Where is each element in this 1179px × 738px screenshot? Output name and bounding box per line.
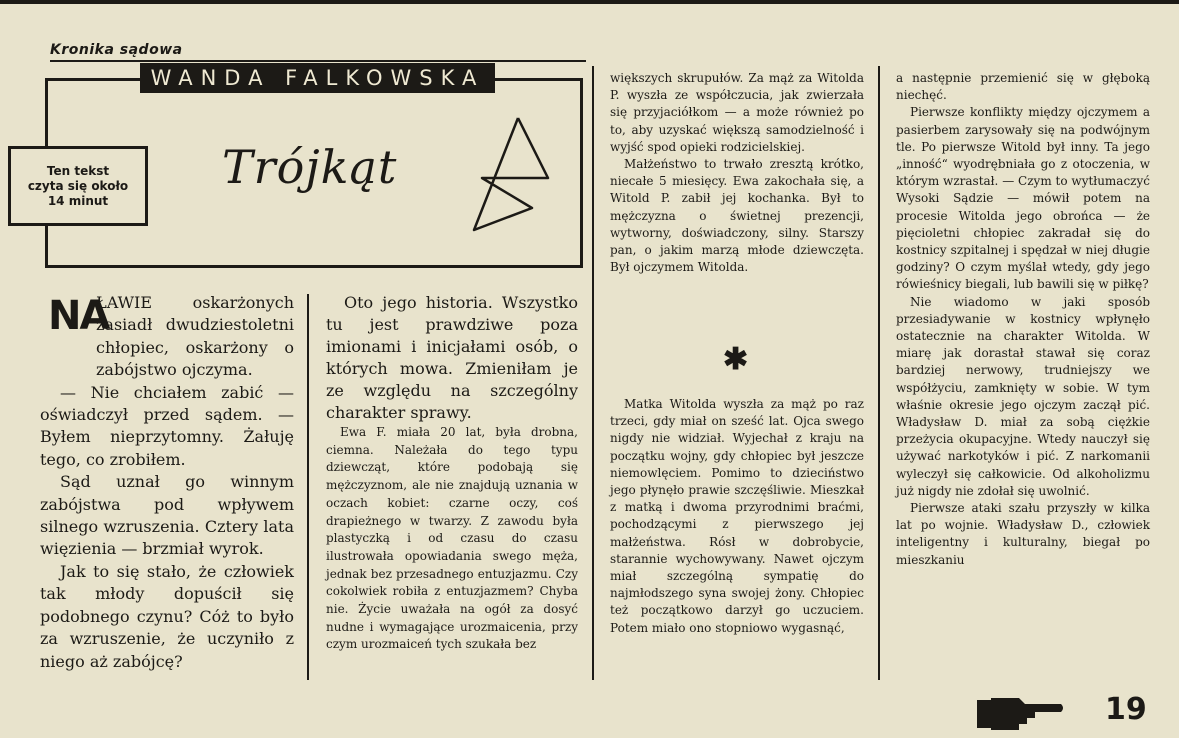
column-rule: [592, 66, 594, 680]
section-title: Kronika sądowa: [50, 42, 183, 58]
reading-time-line: Ten tekst: [46, 163, 110, 178]
paragraph: Jak to się stało, że człowiek tak młody dopuścił się podobnego czynu? Cóż to było za wzruszenie, że uczyniło z niego aż zabójcę?: [40, 561, 294, 671]
triangle-illustration: [460, 112, 555, 232]
article-title: Trójkąt: [222, 140, 398, 194]
paragraph: Nie wiadomo w jaki sposób przesiadywanie w kostnicy wpłynęło ostatecznie na charakter Witolda. W miarę jak dorastał stawał się coraz bardziej nerwowy, trudniejszy we współżyciu, zamknięty w sobie. W tym właśnie okresie jego ojczym zaczął pić. Władysław D. miał za sobą ciężkie przeżycia okupacyjne. Wtedy nauczył się używać narkotyków i pić. Z narkomanii wyleczył się całkowicie. Od alkoholizmu już nigdy nie zdołał się uwolnić.: [896, 294, 1150, 498]
page-number: 19: [1105, 692, 1147, 727]
article-column-2: [326, 424, 578, 654]
paragraph: Sąd uznał go winnym zabójstwa pod wpływem silnego wzruszenia. Cztery lata więzienia — brzmiał wyrok.: [40, 472, 294, 559]
asterisk-separator: ✱: [723, 342, 749, 377]
paragraph: — Nie chciałem zabić — oświadczył przed sądem. — Byłem nieprzytomny. Żałuję tego, co zrobiłem.: [40, 382, 294, 469]
article-column-4: [896, 70, 1150, 569]
article-column-1: [40, 292, 294, 673]
top-rule: [0, 0, 1179, 4]
lead-paragraph: ŁAWIE oskarżonych zasiadł dwudziestoletni chłopiec, oskarżony o zabójstwo ojczyma.: [96, 293, 294, 380]
column-rule: [307, 294, 309, 680]
reading-time-box: [8, 146, 148, 226]
author-banner: WANDA FALKOWSKA: [140, 63, 495, 93]
column-rule: [878, 66, 880, 680]
paragraph: Oto jego historia. Wszystko tu jest prawdziwe poza imionami i inicjałami osób, o których mowa. Zmieniłam je ze względu na szczególny charakter sprawy.: [326, 293, 578, 422]
paragraph: Ewa F. miała 20 lat, była drobna, ciemna. Należała do tego typu dziewcząt, które podobają się mężczyznom, ale nie znajdują uznania w oczach kobiet: czarne oczy, coś drapieżnego w twarzy. Z zawodu była plastyczką i od czasu do czasu ilustrowała opowiadania swego męża, jednak bez przesadnego entuzjazmu. Czy cokolwiek robiła z entuzjazmem? Chyba nie. Życie uważała na ogół za dosyć nudne i wymagające urozmaicenia, przy czym urozmaiceń tych szukała bez: [326, 425, 578, 652]
paragraph: a następnie przemienić się w głęboką niechęć.: [896, 71, 1150, 103]
reading-time-line: 14 minut: [47, 193, 109, 208]
paragraph: Pierwsze ataki szału przyszły w kilka lat po wojnie. Władysław D., człowiek inteligentny i kulturalny, biegał po mieszkaniu: [896, 501, 1150, 567]
article-column-3-continued: [610, 396, 864, 637]
paragraph: Matka Witolda wyszła za mąż po raz trzeci, gdy miał on sześć lat. Ojca swego nigdy nie widział. Wyjechał z kraju na początku wojny, gdy chłopiec był jeszcze niemowlęciem. Pomimo to dzieciństwo jego płynęło prawie szczęśliwie. Mieszkał z matką i dwoma przyrodnimi braćmi, pochodzącymi z pierwszego jej małżeństwa. Rósł w dobrobycie, starannie wychowywany. Nawet ojczym miał szczególną sympatię do najmłodszego syna swojej żony. Chłopiec też początkowo darzył go uczuciem. Potem miało ono stopniowo wygasnąć,: [610, 397, 864, 635]
pointing-hand-icon: [975, 696, 1065, 732]
article-column-3: [610, 70, 864, 276]
article-column-2-intro: [326, 292, 578, 424]
paragraph: Małżeństwo to trwało zresztą krótko, niecałe 5 miesięcy. Ewa zakochała się, a Witold P. zabił jej kochanka. Był to mężczyzna o świetnej prezencji, wytworny, doświadczony, silny. Starszy pan, o jakim marzą młode dziewczęta. Był ojczymem Witolda.: [610, 157, 864, 275]
section-rule: [50, 60, 586, 62]
paragraph: większych skrupułów. Za mąż za Witolda P. wyszła ze współczucia, jak zwierzała się przyjaciółkom — a może również po to, aby uzyskać większą samodzielność i wyjść spod opieki rodzicielskiej.: [610, 71, 864, 154]
drop-cap: NA: [48, 293, 109, 339]
paragraph: Pierwsze konflikty między ojczymem a pasierbem zarysowały się na podwójnym tle. Po pierwsze Witold był inny. Ta jego „inność“ wyodrębniała go z otoczenia, w którym wzrastał. — Czym to wytłumaczyć Wysoki Sądzie — mówił potem na procesie Witolda jego obrońca — że pięcioletni chłopiec zakradał się do kostnicy szpitalnej i spędzał w niej długie godziny? O czym myślał wtedy, gdy jego rówieśnicy biegali, lub bawili się w piłkę?: [896, 105, 1150, 292]
reading-time-line: czyta się około: [27, 178, 129, 193]
